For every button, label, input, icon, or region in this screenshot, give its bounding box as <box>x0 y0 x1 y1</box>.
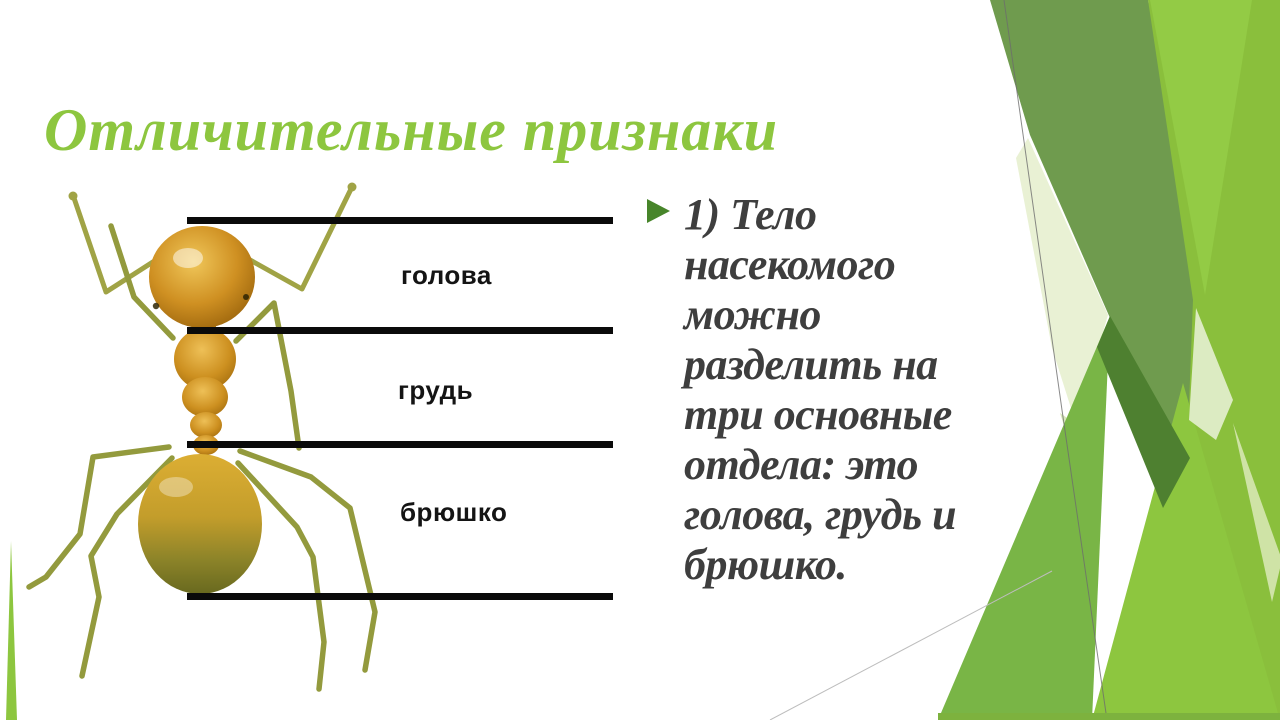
bullet-text-line: разделить на <box>684 340 938 389</box>
bullet-text <box>684 190 1014 590</box>
bullet-text-line: брюшко. <box>684 540 847 589</box>
bullet-text-line: 1) Тело <box>684 190 817 239</box>
bullet-text-line: насекомого <box>684 240 896 289</box>
bullet-text-line: можно <box>684 290 821 339</box>
bullet-triangle-icon <box>647 199 670 223</box>
diagram-pointer-line <box>187 441 613 448</box>
ant-body <box>138 226 262 594</box>
bullet-text-line: три основные <box>684 390 952 439</box>
diagram-pointer-line <box>187 327 613 334</box>
diagram-label-голова: голова <box>401 260 492 290</box>
bullet-text-line: голова, грудь и <box>684 490 957 539</box>
diagram-pointer-line <box>187 593 613 600</box>
slide-title: Отличительные признаки <box>44 97 779 164</box>
diagram-pointer-line <box>187 217 613 224</box>
bullet-text-line: отдела: это <box>684 440 918 489</box>
diagram-label-грудь: грудь <box>398 375 474 405</box>
diagram-label-брюшко: брюшко <box>400 497 508 527</box>
